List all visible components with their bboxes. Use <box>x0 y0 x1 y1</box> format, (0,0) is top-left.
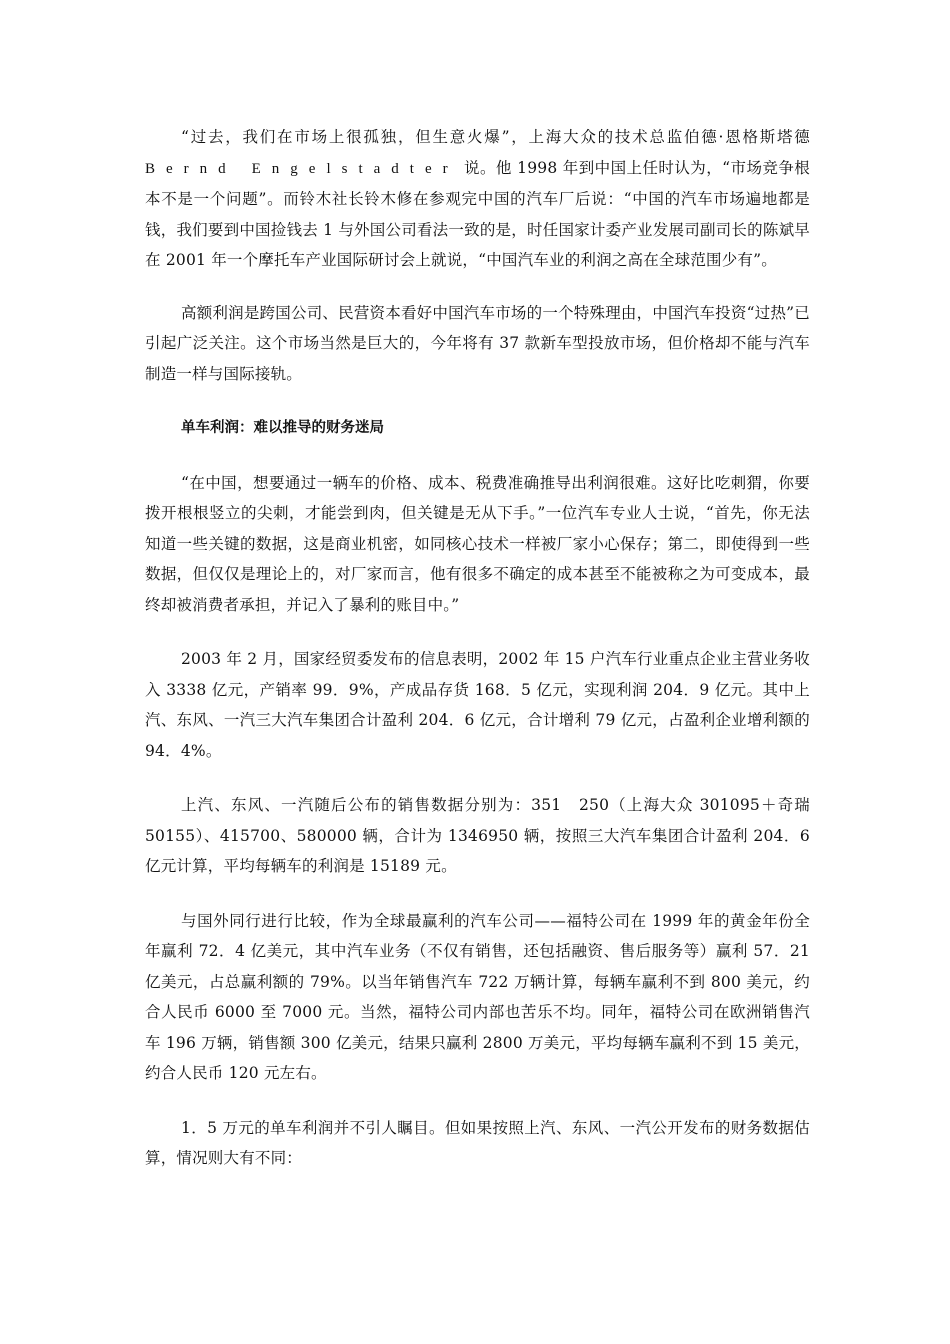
document-body <box>145 122 810 1198</box>
paragraph-high-profit: 高额利润是跨国公司、民营资本看好中国汽车市场的一个特殊理由，中国汽车投资“过热”已引起广泛关注。这个市场当然是巨大的，今年将有 37 款新车型投放市场，但价格却不能与汽车制造一样与国际接轨。 <box>145 303 810 383</box>
paragraph-quote-engelstadter <box>145 122 810 276</box>
paragraph-per-car-profit: 1．5 万元的单车利润并不引人瞩目。但如果按照上汽、东风、一汽公开发布的财务数据估算，情况则大有不同： <box>145 1118 810 1167</box>
paragraph-hedgehog-analogy: “在中国，想要通过一辆车的价格、成本、税费准确推导出利润很难。这好比吃刺猬，你要拨开根根竖立的尖刺，才能尝到肉，但关键是无从下手。”一位汽车专业人士说，“首先，你无法知道一些关键的数据，这是商业机密，如同核心技术一样被厂家小心保存；第二，即使得到一些数据，但仅仅是理论上的，对厂家而言，他有很多不确定的成本甚至不能被称之为可变成本，最终却被消费者承担，并记入了暴利的账目中。” <box>145 473 810 614</box>
paragraph-lead: “过去，我们在市场上很孤独，但生意火爆”，上海大众的技术总监伯德·恩格斯塔德 <box>181 128 810 146</box>
paragraph-sales-data: 上汽、东风、一汽随后公布的销售数据分别为：351 250（上海大众 301095＋奇瑞 50155）、415700、580000 辆，合计为 1346950 辆，按照三大汽车集团合计盈利 204．6 亿元计算，平均每辆车的利润是 15189 元。 <box>145 796 810 875</box>
paragraph-tail: 说。他 1998 年到中国上任时认为，“市场竞争根本不是一个问题”。而铃木社长铃木修在参观完中国的汽车厂后说：“中国的汽车市场遍地都是钱，我们要到中国捡钱去 1 与外国公司看法一致的是，时任国家计委产业发展司副司长的陈斌早在 2001 年一个摩托车产业国际研讨会上就说，“中国汽车业的利润之高在全球范围少有”。 <box>145 158 810 269</box>
paragraph-2003-statistics: 2003 年 2 月，国家经贸委发布的信息表明，2002 年 15 户汽车行业重点企业主营业务收入 3338 亿元，产销率 99．9%，产成品存货 168．5 亿元，实现利润 204．9 亿元。其中上汽、东风、一汽三大汽车集团合计盈利 204．6 亿元，合计增利 79 亿元，占盈利企业增利额的 94．4%。 <box>145 650 810 760</box>
person-name-bernd-engelstadter: Bernd Engelstadter <box>145 160 459 177</box>
paragraph-ford-comparison: 与国外同行进行比较，作为全球最赢利的汽车公司——福特公司在 1999 年的黄金年份全年赢利 72．4 亿美元，其中汽车业务（不仅有销售，还包括融资、售后服务等）赢利 57．21 亿美元，占总赢利额的 79%。以当年销售汽车 722 万辆计算，每辆车赢利不到 800 美元，约合人民币 6000 至 7000 元。当然，福特公司内部也苦乐不均。同年，福特公司在欧洲销售汽车 196 万辆，销售额 300 亿美元，结果只赢利 2800 万美元，平均每辆车赢利不到 15 美元，约合人民币 120 元左右。 <box>145 911 810 1082</box>
section-heading: 单车利润：难以推导的财务迷局 <box>181 420 384 436</box>
